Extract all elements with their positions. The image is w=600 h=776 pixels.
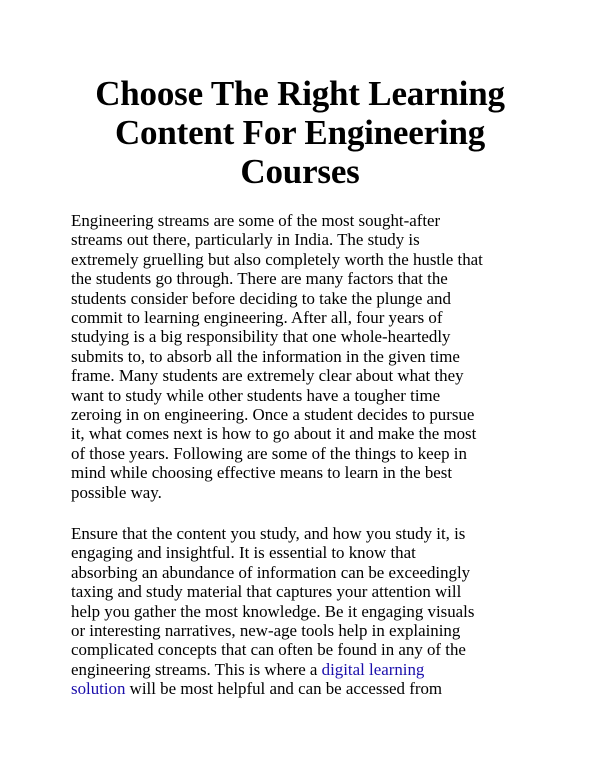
title-line: Content For Engineering xyxy=(114,113,486,152)
paragraph-line: possible way. xyxy=(71,482,162,502)
paragraph-line: frame. Many students are extremely clear about what they xyxy=(71,366,464,386)
digital-learning-solution-link[interactable]: solution xyxy=(71,679,126,699)
paragraph-text: will be most helpful and can be accessed from xyxy=(125,679,443,699)
paragraph-line: of those years. Following are some of the things to keep in xyxy=(71,443,467,463)
paragraph-line: it, what comes next is how to go about it and make the most xyxy=(71,424,477,444)
paragraph-line: Engineering streams are some of the most sought-after xyxy=(71,211,441,230)
paragraph-text: engineering streams. This is where a xyxy=(71,659,322,679)
paragraph-line: streams out there, particularly in India. The study is xyxy=(71,230,420,250)
paragraph-line: taxing and study material that captures your attention will xyxy=(71,582,462,602)
paragraph-line: the students go through. There are many factors that the xyxy=(71,269,448,289)
paragraph-line: extremely gruelling but also completely worth the hustle that xyxy=(71,249,483,269)
paragraph-line: engaging and insightful. It is essential to know that xyxy=(71,543,416,563)
document-title xyxy=(40,74,560,191)
paragraph-line: submits to, to absorb all the information in the given time xyxy=(71,346,460,366)
content-paragraph xyxy=(71,524,531,699)
digital-learning-solution-link[interactable]: digital learning xyxy=(321,659,425,679)
paragraph-line: complicated concepts that can often be found in any of the xyxy=(71,640,466,660)
title-line: Choose The Right Learning xyxy=(95,74,505,113)
paragraph-line: commit to learning engineering. After all, four years of xyxy=(71,308,443,328)
paragraph-line: want to study while other students have a tougher time xyxy=(71,385,441,405)
paragraph-line: Ensure that the content you study, and how you study it, is xyxy=(71,524,466,543)
title-line: Courses xyxy=(240,152,360,191)
paragraph-line xyxy=(71,660,531,679)
paragraph-line: students consider before deciding to take the plunge and xyxy=(71,288,451,308)
paragraph-line: studying is a big responsibility that one whole-heartedly xyxy=(71,327,451,347)
paragraph-line: zeroing in on engineering. Once a student decides to pursue xyxy=(71,405,475,425)
paragraph-line: or interesting narratives, new-age tools help in explaining xyxy=(71,621,461,641)
paragraph-line xyxy=(71,679,531,698)
intro-paragraph xyxy=(71,211,531,502)
paragraph-line: absorbing an abundance of information can be exceedingly xyxy=(71,562,471,582)
paragraph-line: mind while choosing effective means to learn in the best xyxy=(71,463,453,483)
paragraph-line: help you gather the most knowledge. Be it engaging visuals xyxy=(71,601,475,621)
